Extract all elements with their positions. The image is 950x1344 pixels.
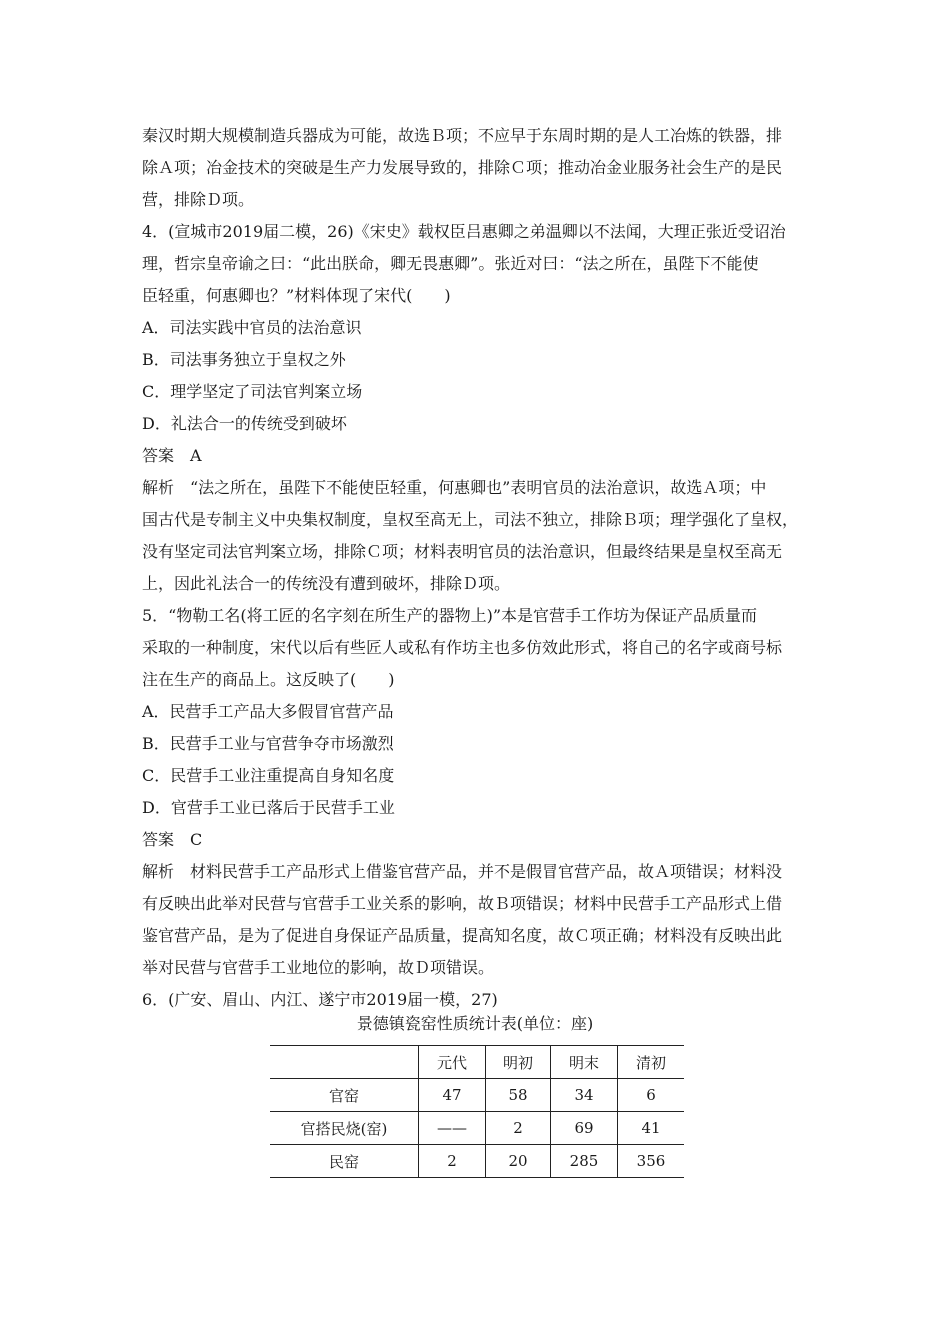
question-4-option-d: D．礼法合一的传统受到破坏 bbox=[142, 414, 347, 433]
table-cell: 2 bbox=[419, 1145, 486, 1178]
table-row bbox=[270, 1112, 684, 1145]
question-5-analysis: 解析 材料民营手工产品形式上借鉴官营产品，并不是假冒官营产品，故Ａ项错误；材料没 bbox=[142, 862, 783, 881]
table-cell: 官窑 bbox=[270, 1079, 419, 1112]
question-5-option-a: A．民营手工产品大多假冒官营产品 bbox=[142, 702, 394, 721]
table-header-cell: 明初 bbox=[486, 1046, 551, 1079]
question-5-analysis: 举对民营与官营手工业地位的影响，故Ｄ项错误。 bbox=[142, 958, 495, 977]
table-title: 景德镇瓷窑性质统计表(单位：座) bbox=[356, 1014, 594, 1033]
table-cell: 356 bbox=[618, 1145, 685, 1178]
table-cell: 47 bbox=[419, 1079, 486, 1112]
question-6-stem: 6．(广安、眉山、内江、遂宁市2019届一模，27) bbox=[142, 990, 498, 1009]
table-cell: 285 bbox=[551, 1145, 618, 1178]
text-line: 秦汉时期大规模制造兵器成为可能，故选Ｂ项；不应早于东周时期的是人工冶炼的铁器，排 bbox=[142, 126, 783, 145]
question-4-stem: 臣轻重，何惠卿也？”材料体现了宋代( ) bbox=[142, 286, 451, 305]
table-cell: 41 bbox=[618, 1112, 685, 1145]
document-body bbox=[142, 120, 822, 1016]
table-cell: 官搭民烧(窑) bbox=[270, 1112, 419, 1145]
table-cell: 民窑 bbox=[270, 1145, 419, 1178]
question-4-analysis: 没有坚定司法官判案立场，排除Ｃ项；材料表明官员的法治意识，但最终结果是皇权至高无 bbox=[142, 542, 783, 561]
question-4-analysis: 国古代是专制主义中央集权制度，皇权至高无上，司法不独立，排除Ｂ项；理学强化了皇权， bbox=[142, 510, 799, 529]
table-cell: 6 bbox=[618, 1079, 685, 1112]
table-row bbox=[270, 1145, 684, 1178]
question-4-option-a: A．司法实践中官员的法治意识 bbox=[142, 318, 362, 337]
table-header-cell: 元代 bbox=[419, 1046, 486, 1079]
question-4-stem: 4．(宣城市2019届二模，26)《宋史》载权臣吕惠卿之弟温卿以不法闻，大理正张近受诏治 bbox=[142, 222, 786, 241]
text-line: 除Ａ项；冶金技术的突破是生产力发展导致的，排除Ｃ项；推动冶金业服务社会生产的是民 bbox=[142, 158, 783, 177]
question-5-answer: 答案 C bbox=[142, 830, 203, 849]
text-line: 营，排除Ｄ项。 bbox=[142, 190, 255, 209]
table-header-cell: 清初 bbox=[618, 1046, 685, 1079]
question-5-stem: 5．“物勒工名(将工匠的名字刻在所生产的器物上)”本是官营手工作坊为保证产品质量而 bbox=[142, 606, 758, 625]
question-5-option-d: D．官营手工业已落后于民营手工业 bbox=[142, 798, 395, 817]
kiln-statistics-table bbox=[270, 1045, 684, 1178]
table-row bbox=[270, 1079, 684, 1112]
question-5-stem: 采取的一种制度，宋代以后有些匠人或私有作坊主也多仿效此形式，将自己的名字或商号标 bbox=[142, 638, 783, 657]
question-5-analysis: 有反映出此举对民营与官营手工业关系的影响，故Ｂ项错误；材料中民营手工产品形式上借 bbox=[142, 894, 783, 913]
question-4-option-b: B．司法事务独立于皇权之外 bbox=[142, 350, 346, 369]
question-4-option-c: C．理学坚定了司法官判案立场 bbox=[142, 382, 363, 401]
question-4-stem: 理，哲宗皇帝谕之曰：“此出朕命，卿无畏惠卿”。张近对曰：“法之所在，虽陛下不能使 bbox=[142, 254, 759, 273]
table-cell: 34 bbox=[551, 1079, 618, 1112]
question-5-analysis: 鉴官营产品，是为了促进自身保证产品质量，提高知名度，故Ｃ项正确；材料没有反映出此 bbox=[142, 926, 783, 945]
question-4-answer: 答案 A bbox=[142, 446, 202, 465]
table-cell: 58 bbox=[486, 1079, 551, 1112]
table-cell: —— bbox=[419, 1112, 486, 1145]
question-5-option-c: C．民营手工业注重提高自身知名度 bbox=[142, 766, 395, 785]
table-cell: 2 bbox=[486, 1112, 551, 1145]
table-cell: 69 bbox=[551, 1112, 618, 1145]
table-header-cell bbox=[270, 1046, 419, 1079]
question-5-option-b: B．民营手工业与官营争夺市场激烈 bbox=[142, 734, 394, 753]
table-header-cell: 明末 bbox=[551, 1046, 618, 1079]
question-5-stem: 注在生产的商品上。这反映了( ) bbox=[142, 670, 395, 689]
table-header-row bbox=[270, 1046, 684, 1079]
question-4-analysis: 上，因此礼法合一的传统没有遭到破坏，排除Ｄ项。 bbox=[142, 574, 511, 593]
question-4-analysis: 解析 “法之所在，虽陛下不能使臣轻重，何惠卿也”表明官员的法治意识，故选Ａ项；中 bbox=[142, 478, 767, 497]
table-cell: 20 bbox=[486, 1145, 551, 1178]
